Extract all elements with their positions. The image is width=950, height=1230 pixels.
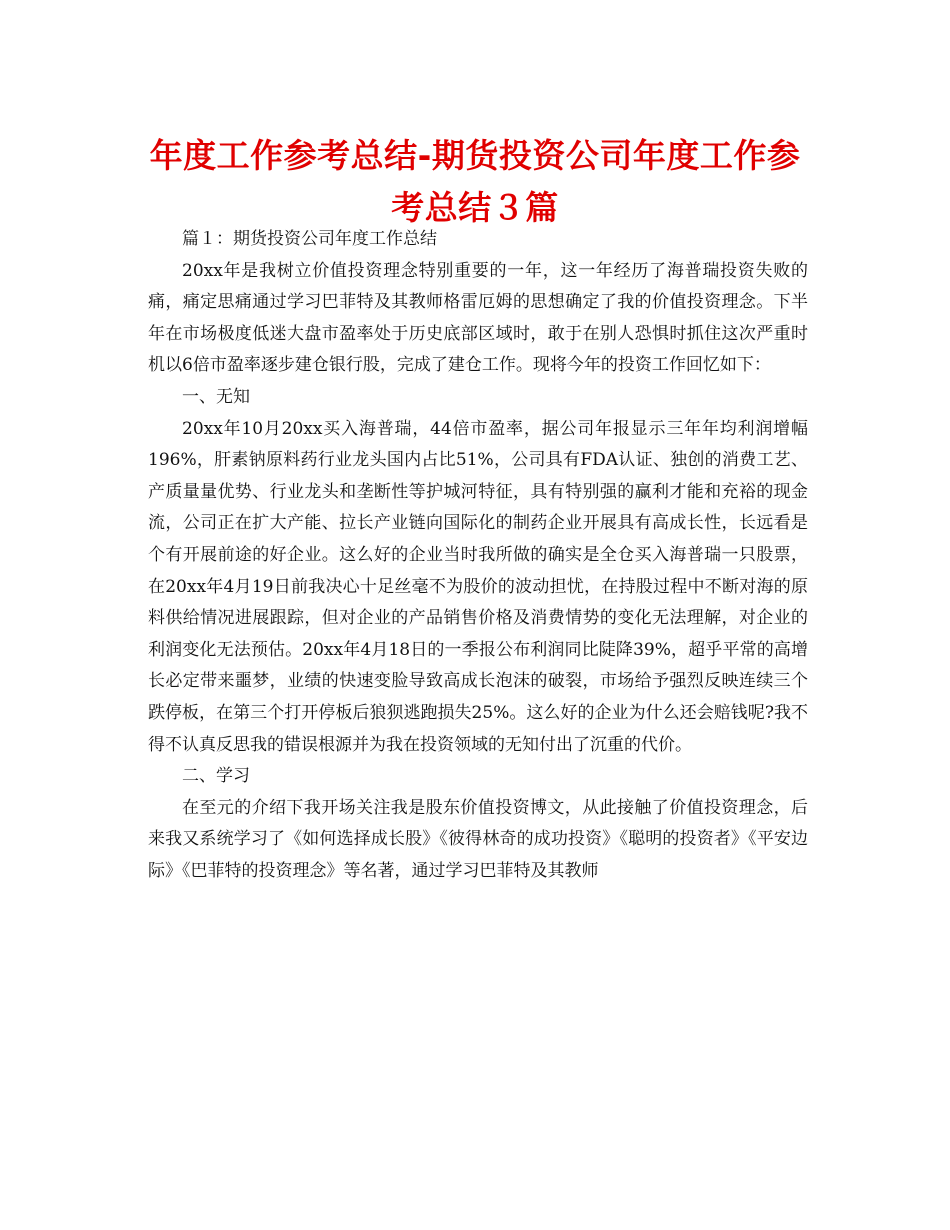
intro-paragraph: 20xx年是我树立价值投资理念特别重要的一年，这一年经历了海普瑞投资失败的痛，痛定思痛通过学习巴菲特及其教师格雷厄姆的思想确定了我的价值投资理念。下半年在市场极度低迷大盘市盈率处于历史底部区域时，敢于在别人恐惧时抓住这次严重时机以6倍市盈率逐步建仓银行股，完成了建仓工作。现将今年的投资工作回忆如下： [148,260,808,376]
document-body [148,224,808,887]
learning-paragraph: 在至元的介绍下我开场关注我是股东价值投资博文，从此接触了价值投资理念，后来我又系统学习了《如何选择成长股》《彼得林奇的成功投资》《聪明的投资者》《平安边际》《巴菲特的投资理念》等名著，通过学习巴菲特及其教师 [148,797,808,881]
document-title: 年度工作参考总结-期货投资公司年度工作参考总结３篇 [149,136,801,227]
ignorance-paragraph: 20xx年10月20xx买入海普瑞，44倍市盈率，据公司年报显示三年年均利润增幅196%，肝素钠原料药行业龙头国内占比51%，公司具有FDA认证、独创的消费工艺、产质量量优势、行业龙头和垄断性等护城河特征，具有特别强的赢利才能和充裕的现金流，公司正在扩大产能、拉长产业链向国际化的制药企业开展具有高成长性，长远看是个有开展前途的好企业。这么好的企业当时我所做的确实是全仓买入海普瑞一只股票，在20xx年4月19日前我决心十足丝毫不为股价的波动担忧，在持股过程中不断对海的原料供给情况进展跟踪，但对企业的产品销售价格及消费情势的变化无法理解，对企业的利润变化无法预估。20xx年4月18日的一季报公布利润同比陡降39%，超乎平常的高增长必定带来噩梦，业绩的快速变脸导致高成长泡沫的破裂，市场给予强烈反映连续三个跌停板，在第三个打开停板后狼狈逃跑损失25%。这么好的企业为什么还会赔钱呢?我不得不认真反思我的错误根源并为我在投资领域的无知付出了沉重的代价。 [148,418,808,755]
section-heading-learning: 二、学习 [182,766,250,787]
section-heading-article-1: 篇１：期货投资公司年度工作总结 [182,229,437,249]
section-heading-ignorance: 一、无知 [182,386,250,407]
